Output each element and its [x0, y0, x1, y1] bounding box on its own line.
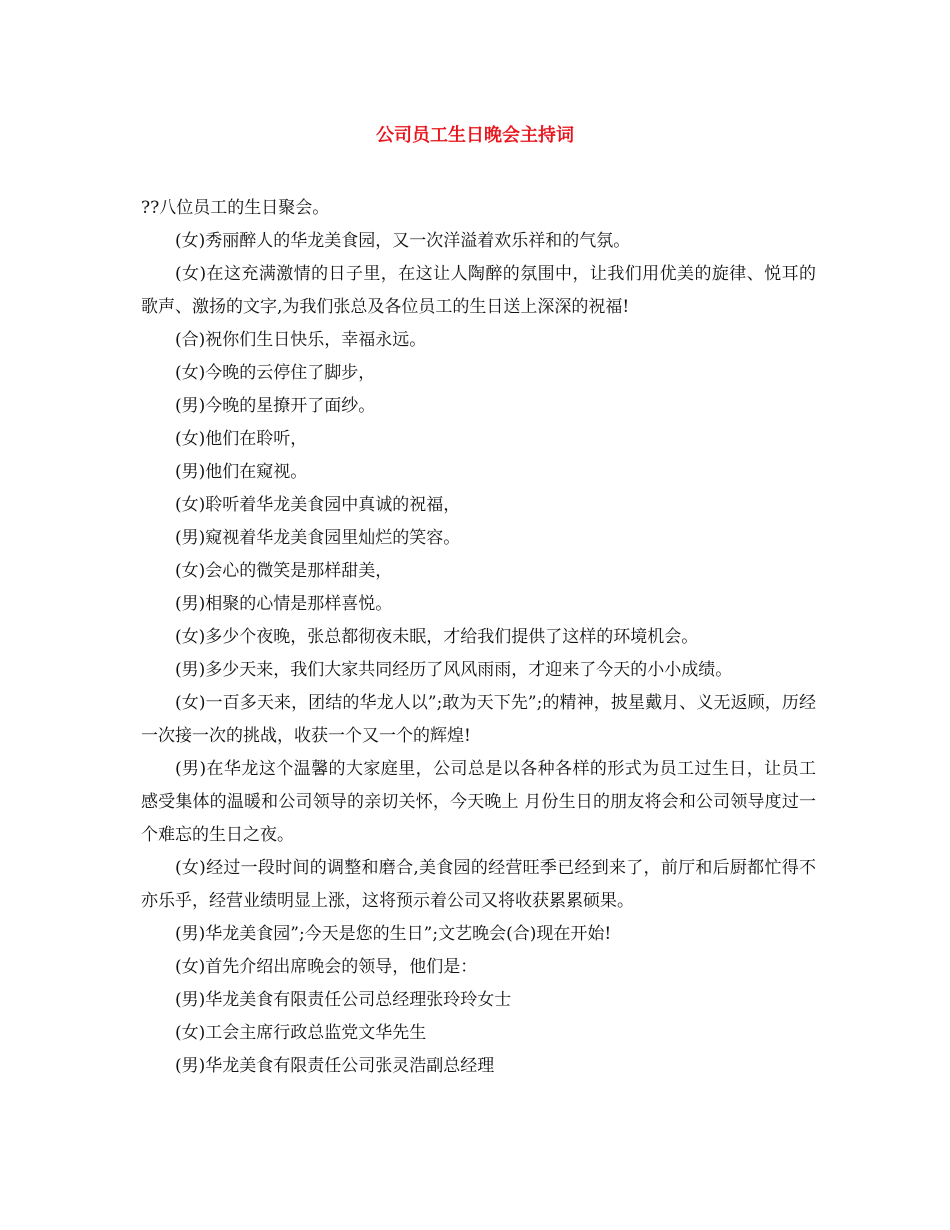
- paragraph: (男)华龙美食园”;今天是您的生日”;文艺晚会(合)现在开始!: [175, 924, 612, 944]
- paragraph: (女)在这充满激情的日子里，在这让人陶醉的氛围中，让我们用优美的旋律、悦耳的歌声、激扬的文字,为我们张总及各位员工的生日送上深深的祝福!: [141, 264, 816, 317]
- paragraph: (男)华龙美食有限责任公司总经理张玲玲女士: [175, 990, 512, 1010]
- paragraph: (女)他们在聆听，: [175, 429, 308, 449]
- paragraph: (男)在华龙这个温馨的大家庭里，公司总是以各种各样的形式为员工过生日，让员工感受集体的温暖和公司领导的亲切关怀，今天晚上 月份生日的朋友将会和公司领导度过一个难忘的生日之夜。: [141, 759, 816, 845]
- paragraph: ??八位员工的生日聚会。: [141, 198, 330, 218]
- paragraph: (女)首先介绍出席晚会的领导，他们是：: [175, 957, 478, 977]
- paragraph: (女)多少个夜晚，张总都彻夜未眠，才给我们提供了这样的环境机会。: [175, 627, 699, 647]
- paragraph: (男)他们在窥视。: [175, 462, 308, 482]
- document-body: [141, 192, 816, 1083]
- paragraph: (合)祝你们生日快乐，幸福永远。: [175, 330, 427, 350]
- paragraph: (女)秀丽醉人的华龙美食园，又一次洋溢着欢乐祥和的气氛。: [175, 231, 631, 251]
- paragraph: (女)聆听着华龙美食园中真诚的祝福，: [175, 495, 461, 515]
- document-title: 公司员工生日晚会主持词: [376, 125, 574, 146]
- paragraph: (男)相聚的心情是那样喜悦。: [175, 594, 393, 614]
- paragraph: (男)多少天来，我们大家共同经历了风风雨雨，才迎来了今天的小小成绩。: [175, 660, 733, 680]
- paragraph: (女)会心的微笑是那样甜美，: [175, 561, 393, 581]
- paragraph: (男)窥视着华龙美食园里灿烂的笑容。: [175, 528, 461, 548]
- paragraph: (女)今晚的云停住了脚步，: [175, 363, 376, 383]
- paragraph: (女)经过一段时间的调整和磨合,美食园的经营旺季已经到来了，前厅和后厨都忙得不亦乐乎，经营业绩明显上涨，这将预示着公司又将收获累累硕果。: [141, 858, 816, 911]
- paragraph: (女)工会主席行政总监党文华先生: [175, 1023, 427, 1043]
- paragraph: (女)一百多天来，团结的华龙人以”;敢为天下先”;的精神，披星戴月、义无返顾，历经一次接一次的挑战，收获一个又一个的辉煌!: [141, 693, 816, 746]
- paragraph: (男)华龙美食有限责任公司张灵浩副总经理: [175, 1056, 495, 1076]
- paragraph: (男)今晚的星撩开了面纱。: [175, 396, 376, 416]
